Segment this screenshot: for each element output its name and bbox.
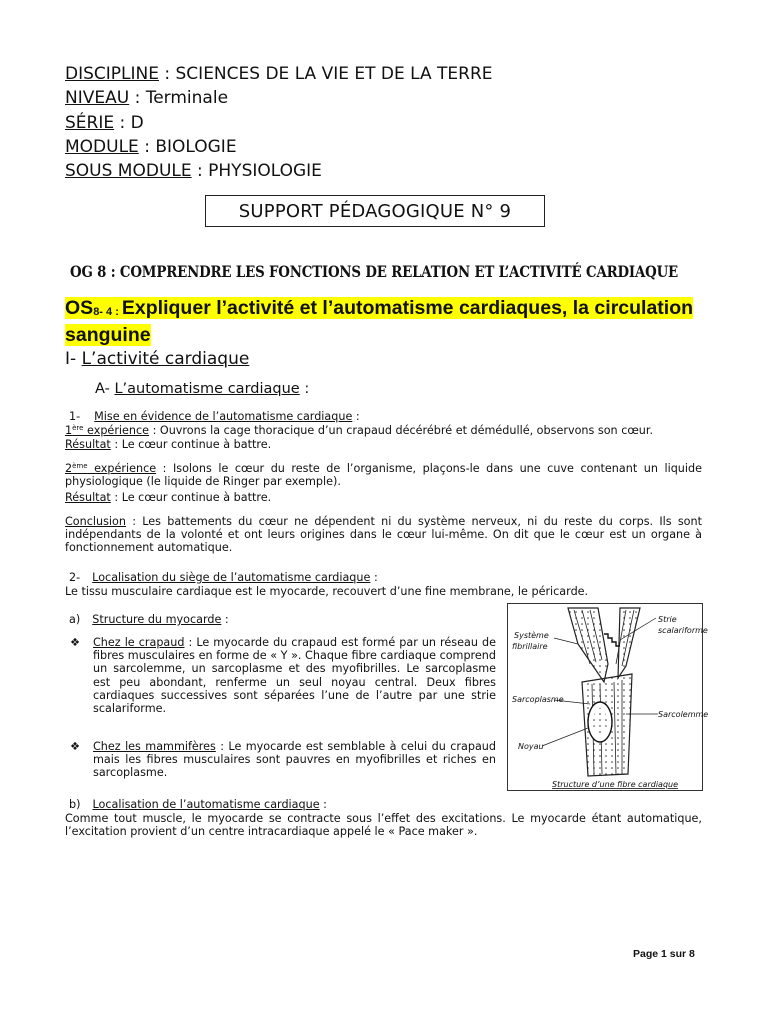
fiber-right-branch (618, 608, 640, 678)
res2-text: : Le cœur continue à battre. (110, 491, 272, 504)
section-a-title: L’automatisme cardiaque (114, 381, 300, 397)
os-objective (65, 297, 705, 347)
conclusion-label: Conclusion (65, 515, 126, 528)
section-1-title: L’activité cardiaque (81, 349, 250, 369)
module-key: MODULE (65, 137, 139, 157)
item-2-text: Le tissu musculaire cardiaque est le myocarde, recouvert d’une fine membrane, le péricarde. (65, 585, 589, 598)
label-sarcolemme: Sarcolemme (658, 710, 709, 719)
module-line (65, 135, 237, 159)
exp1-num: 1 (65, 424, 73, 437)
item-1-title: Mise en évidence de l’automatisme cardiaque (94, 410, 353, 423)
label-fibrillaire: fibrillaire (512, 642, 548, 651)
module-value: : BIOLOGIE (138, 137, 237, 157)
os-text: Expliquer l’activité et l’automatisme cardiaques, la circulation sanguine (65, 297, 694, 346)
res1-label: Résultat (65, 438, 111, 451)
page-footer: Page 1 sur 8 (633, 948, 695, 960)
item-b-suffix: : (319, 798, 327, 811)
item-1-suffix: : (352, 410, 360, 423)
sousmodule-key: SOUS MODULE (65, 161, 192, 181)
item-b-heading (65, 798, 702, 811)
res1-text: : Le cœur continue à battre. (110, 438, 272, 451)
item-2-suffix: : (370, 571, 378, 584)
discipline-key: DISCIPLINE (65, 64, 159, 84)
label-sarcoplasme: Sarcoplasme (512, 695, 564, 704)
result-1 (65, 438, 702, 451)
section-a-num: A- (95, 381, 115, 397)
section-1-num: I- (65, 349, 82, 369)
label-scalariforme: scalariforme (658, 626, 708, 635)
item-2-title: Localisation du siège de l’automatisme cardiaque (92, 571, 371, 584)
exp2-text: : Isolons le cœur du reste de l’organisme, plaçons-le dans une cuve contenant un liquide physiologique (le liquide de Ringer par exemple). (65, 462, 702, 489)
section-1-heading (65, 349, 249, 369)
sousmodule-value: : PHYSIOLOGIE (191, 161, 322, 181)
conclusion (65, 515, 702, 555)
serie-key: SÉRIE (65, 113, 115, 133)
fiber-left-branch (568, 608, 608, 682)
os-sub: 8- 4 : (93, 306, 122, 318)
discipline-line (65, 62, 493, 86)
os-prefix: OS (65, 297, 94, 319)
item-b-text: Comme tout muscle, le myocarde se contracte sous l’effet des excitations. Le myocarde étant automatique, l’excitation provient d’un centre intracardiaque appelé le « Pace maker ». (65, 812, 702, 839)
bullet-1-label: Chez le crapaud (93, 636, 185, 649)
section-a-suffix: : (299, 381, 310, 397)
serie-line (65, 111, 144, 135)
experience-1 (65, 424, 702, 437)
exp2-label: expérience (87, 462, 157, 475)
item-1-num: 1- (69, 410, 81, 423)
serie-value: : D (114, 113, 144, 133)
sousmodule-line (65, 159, 322, 183)
bullet-2-marker: ❖ (70, 740, 81, 753)
res2-label: Résultat (65, 491, 111, 504)
discipline-value: : SCIENCES DE LA VIE ET DE LA TERRE (158, 64, 493, 84)
og-title: OG 8 : COMPRENDRE LES FONCTIONS DE RELATION ET L’ACTIVITÉ CARDIAQUE (70, 262, 679, 281)
niveau-value: : Terminale (129, 88, 229, 108)
cardiac-fiber-diagram (508, 604, 709, 790)
niveau-key: NIVEAU (65, 88, 130, 108)
support-title-box (205, 195, 545, 227)
support-title: SUPPORT PÉDAGOGIQUE N° 9 (238, 200, 512, 222)
bullet-2 (93, 740, 496, 780)
experience-2 (65, 462, 702, 488)
item-a-suffix: : (221, 613, 229, 626)
item-2-num: 2- (69, 571, 81, 584)
item-2-heading (65, 571, 702, 584)
niveau-line (65, 86, 228, 110)
item-1-heading (65, 410, 702, 423)
item-b-num: b) (69, 798, 81, 811)
conclusion-text: : Les battements du cœur ne dépendent ni du système nerveux, ni du reste du corps. Ils sont indépendants de la volonté et ont leurs origines dans le cœur lui-même. On dit que le cœur est un organe à fonctionnement automatique. (65, 515, 702, 555)
exp2-sup: ème (72, 462, 88, 470)
strie-scalariforme (604, 634, 620, 646)
cardiac-fiber-figure (507, 603, 709, 791)
exp1-label: expérience (83, 424, 150, 437)
exp1-text: : Ouvrons la cage thoracique d’un crapaud décérébré et démédullé, observons son cœur. (149, 424, 654, 437)
label-strie: Strie (658, 615, 677, 624)
item-b-title: Localisation de l’automatisme cardiaque (92, 798, 320, 811)
bullet-2-text: : Le myocarde est semblable à celui du crapaud mais les fibres musculaires sont pauvres en myofibrilles et riches en sarcoplasme. (93, 740, 496, 780)
exp2-num: 2 (65, 462, 73, 475)
result-2 (65, 491, 702, 504)
bullet-2-label: Chez les mammifères (93, 740, 216, 753)
item-a-num: a) (69, 613, 81, 626)
label-systeme: Système (514, 631, 549, 640)
bullet-1-marker: ❖ (70, 636, 81, 649)
bullet-1-text: : Le myocarde du crapaud est formé par un réseau de fibres musculaires en forme de « Y ». Chaque fibre cardiaque comprend un sarcolemme, un sarcoplasme et des myofibrilles. Le sarcoplasme est peu abondant, renferme un seul noyau central. Deux fibres cardiaques successives sont séparées l’une de l’autre par une strie scalariforme. (93, 636, 496, 716)
section-a-heading (95, 381, 309, 397)
figure-caption: Structure d’une fibre cardiaque (552, 780, 679, 789)
item-a-heading (65, 613, 485, 626)
item-a-title: Structure du myocarde (92, 613, 222, 626)
exp1-sup: ère (72, 424, 84, 432)
bullet-1 (93, 636, 496, 715)
label-noyau: Noyau (518, 742, 544, 751)
